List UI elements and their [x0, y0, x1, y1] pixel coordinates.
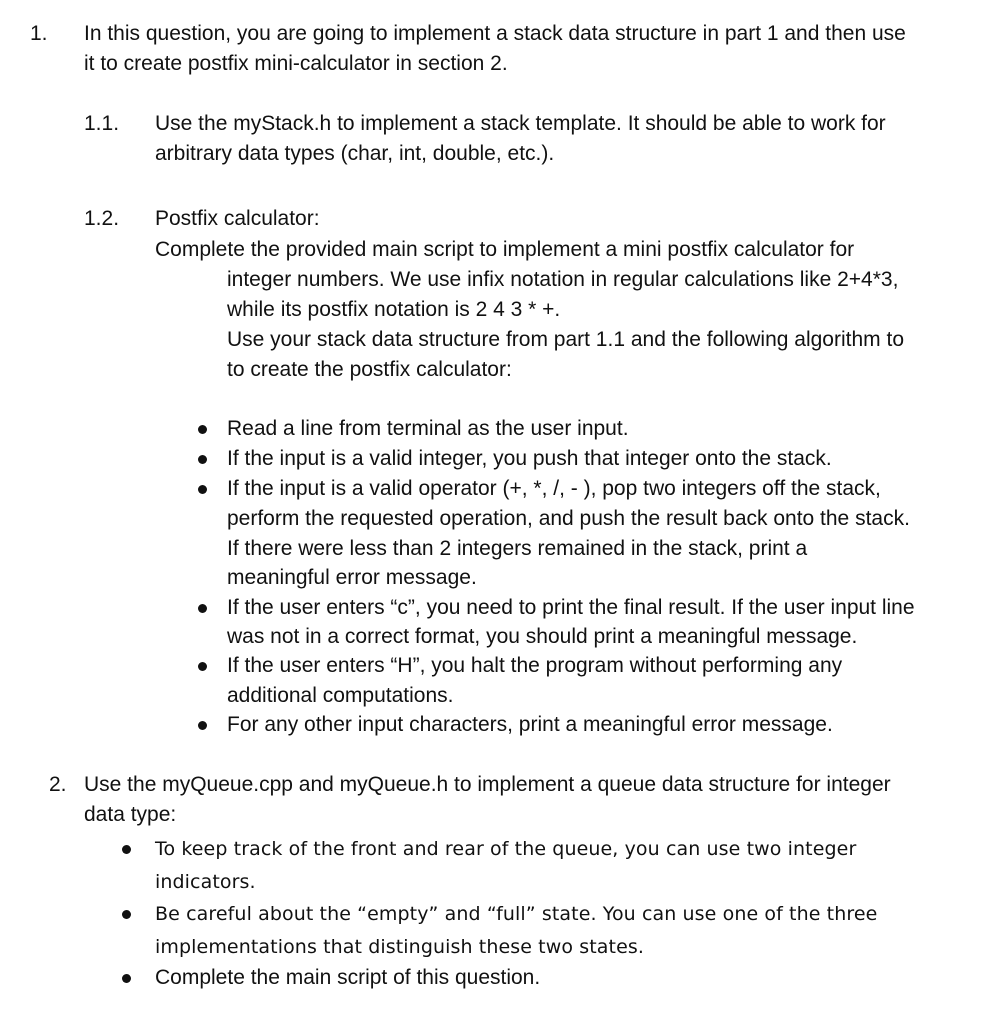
calc-bullet-1-line-1: Read a line from terminal as the user input. [227, 417, 629, 440]
q2-text-line-2: data type: [84, 803, 177, 826]
q1-2-intro-line-3: while its postfix notation is 2 4 3 * +. [227, 298, 561, 321]
calc-bullet-3-line-2: perform the requested operation, and push the result back onto the stack. [227, 507, 910, 530]
q1-text-line-1: In this question, you are going to implement a stack data structure in part 1 and then use [84, 22, 906, 45]
bullet-icon [198, 721, 207, 730]
bullet-icon [122, 910, 131, 919]
queue-bullet-2-line-2: implementations that distinguish these two states. [155, 936, 645, 958]
bullet-icon [122, 974, 131, 983]
q1-2-intro-line: Complete the provided main script to implement a mini postfix calculator for [155, 238, 855, 261]
bullet-icon [198, 604, 207, 613]
calc-bullet-6-line-1: For any other input characters, print a meaningful error message. [227, 713, 833, 736]
q1-2-intro-line-2: integer numbers. We use infix notation in regular calculations like 2+4*3, [227, 268, 899, 291]
calc-bullet-3-line-3: If there were less than 2 integers remained in the stack, print a [227, 537, 808, 560]
queue-bullet-2-line-1: Be careful about the “empty” and “full” state. You can use one of the three [155, 903, 878, 925]
bullet-icon [198, 662, 207, 671]
bullet-icon [198, 425, 207, 434]
q1-2-intro-line-5: to create the postfix calculator: [227, 358, 512, 381]
q1-2-intro-line-4: Use your stack data structure from part 1.1 and the following algorithm to [227, 328, 904, 351]
queue-bullet-3-line-1: Complete the main script of this question. [155, 966, 541, 989]
q1-1-text-line-2: arbitrary data types (char, int, double, etc.). [155, 142, 555, 165]
q1-1-text-line-1: Use the myStack.h to implement a stack template. It should be able to work for [155, 112, 886, 135]
q2-text-line-1: Use the myQueue.cpp and myQueue.h to implement a queue data structure for integer [84, 773, 891, 796]
bullet-icon [198, 455, 207, 464]
q1-2-heading: Postfix calculator: [155, 207, 320, 230]
q1-2-number: 1.2. [84, 207, 120, 230]
calc-bullet-2-line-1: If the input is a valid integer, you push that integer onto the stack. [227, 447, 832, 470]
bullet-icon [122, 845, 131, 854]
calc-bullet-5-line-1: If the user enters “H”, you halt the program without performing any [227, 654, 843, 677]
q1-number: 1. [30, 22, 48, 45]
q1-1-number: 1.1. [84, 112, 120, 135]
bullet-icon [198, 485, 207, 494]
calc-bullet-3-line-4: meaningful error message. [227, 566, 477, 589]
calc-bullet-5-line-2: additional computations. [227, 684, 454, 707]
calc-bullet-4-line-1: If the user enters “c”, you need to print the final result. If the user input line [227, 596, 915, 619]
calc-bullet-4-line-2: was not in a correct format, you should print a meaningful message. [227, 625, 858, 648]
queue-bullet-1-line-1: To keep track of the front and rear of the queue, you can use two integer [155, 838, 857, 860]
queue-bullet-1-line-2: indicators. [155, 871, 256, 893]
q1-text-line-2: it to create postfix mini-calculator in section 2. [84, 52, 508, 75]
q2-number: 2. [49, 773, 67, 796]
calc-bullet-3-line-1: If the input is a valid operator (+, *, /, - ), pop two integers off the stack, [227, 477, 881, 500]
